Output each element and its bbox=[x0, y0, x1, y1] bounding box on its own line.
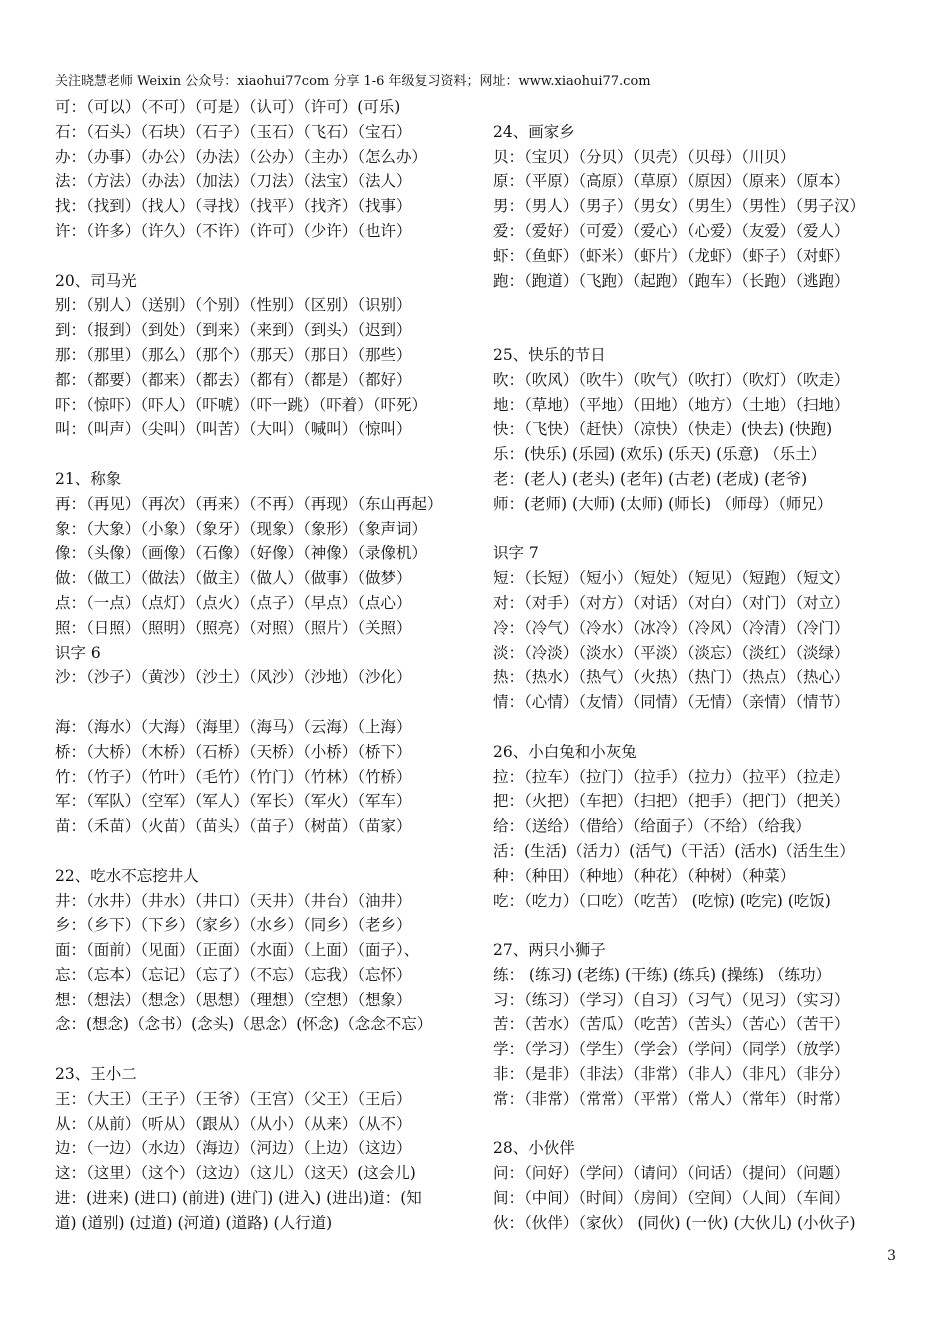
word-line: 沙：（沙子）（黄沙）（沙土）（风沙）（沙地）（沙化） bbox=[55, 668, 412, 687]
word-line: 海：（海水）（大海）（海里）（海马）（云海）（上海） bbox=[55, 717, 412, 736]
word-line: 对：（对手）（对方）（对话）（对白）（对门）（对立） bbox=[493, 593, 850, 612]
blank-line bbox=[493, 715, 898, 740]
page-number: 3 bbox=[887, 1248, 896, 1264]
word-line: 军：（军队）（空军）（军人）（军长）（军火）（军车） bbox=[55, 792, 412, 811]
word-line: 热：（热水）（热气）（火热）（热门）（热点）（热心） bbox=[493, 668, 850, 687]
word-line: 叫：（叫声）（尖叫）（叫苦）（大叫）（喊叫）（惊叫） bbox=[55, 420, 412, 439]
word-line: 王：（大王）（王子）（王爷）（王宫）（父王）（王后） bbox=[55, 1089, 412, 1108]
word-line: 老：(老人) (老头) (老年) (古老) (老成) (老爷) bbox=[493, 469, 808, 488]
word-line: 苦：（苦水）（苦瓜）（吃苦）（苦头）（苦心）（苦干） bbox=[493, 1015, 850, 1034]
word-line: 点：（一点）（点灯）（点火）（点子）（早点）（点心） bbox=[55, 593, 412, 612]
word-line: 非：（是非）（非法）（非常）（非人）（非凡）（非分） bbox=[493, 1065, 850, 1084]
word-line: 虾：（鱼虾）（虾米）（虾片）（龙虾）（虾子）（对虾） bbox=[493, 246, 850, 265]
word-line: 习：（练习）（学习）（自习）（习气）（见习）（实习） bbox=[493, 990, 850, 1009]
blank-line bbox=[493, 95, 898, 120]
word-line: 进：(进来) (进口) (前进) (进门) (进入) (进出)道：(知 bbox=[55, 1189, 422, 1208]
lesson-heading: 21、称象 bbox=[55, 469, 122, 488]
word-line: 这：（这里）（这个）（这边）（这儿）（这天）(这会儿) bbox=[55, 1164, 416, 1183]
word-line: 把：（火把）（车把）（扫把）（把手）（把门）（把关） bbox=[493, 792, 850, 811]
word-line: 间：（中间）（时间）（房间）（空间）（人间）（车间） bbox=[493, 1189, 850, 1208]
word-line: 可：（可以）（不可）（可是）（认可）（许可）(可乐) bbox=[55, 98, 401, 116]
lesson-heading: 28、小伙伴 bbox=[493, 1139, 575, 1158]
word-line: 贝：（宝贝）（分贝）（贝壳）（贝母）（川贝） bbox=[493, 147, 796, 166]
word-line: 快：（飞快）（赶快）（凉快）（快走）(快去) (快跑) bbox=[493, 420, 833, 439]
word-line: 爱：（爱好）（可爱）（爱心）（心爱）（友爱）（爱人） bbox=[493, 221, 850, 240]
word-line: 吹：（吹风）（吹牛）（吹气）（吹打）（吹灯）（吹走） bbox=[493, 370, 850, 389]
word-line: 想：（想法）（想念）（思想）（理想）（空想）（想象） bbox=[55, 990, 412, 1009]
word-line: 练： (练习) (老练) (干练) (练兵) (操练) （练功） bbox=[493, 965, 832, 984]
word-line: 情：（心情）（友情）（同情）（无情）（亲情）（情节） bbox=[493, 693, 850, 712]
word-line: 常：（非常）（常常）（平常）（常人）（常年）（时常） bbox=[493, 1089, 850, 1108]
word-line: 边：（一边）（水边）（海边）（河边）（上边）（这边） bbox=[55, 1139, 412, 1158]
lesson-heading: 22、吃水不忘挖井人 bbox=[55, 866, 199, 885]
blank-line bbox=[55, 690, 475, 715]
word-line: 种：（种田）（种地）（种花）（种树）（种菜） bbox=[493, 866, 796, 885]
blank-line bbox=[493, 293, 898, 318]
word-line: 井：（水井）（井水）（井口）（天井）（井台）（油井） bbox=[55, 891, 412, 910]
word-line: 淡：（冷淡）（淡水）（平淡）（淡忘）（淡红）（淡绿） bbox=[493, 643, 850, 662]
lesson-heading: 27、两只小狮子 bbox=[493, 941, 606, 960]
lesson-heading: 识字 6 bbox=[55, 643, 101, 662]
word-line: 苗：（禾苗）（火苗）（苗头）（苗子）（树苗）（苗家） bbox=[55, 817, 412, 836]
word-line: 吃：（吃力）（口吃）（吃苦） (吃惊) (吃完) (吃饭) bbox=[493, 891, 831, 910]
word-line: 学：（学习）（学生）（学会）（学问）（同学）（放学） bbox=[493, 1040, 850, 1059]
lesson-heading: 24、画家乡 bbox=[493, 122, 575, 141]
left-column bbox=[55, 95, 475, 1236]
word-line: 短：（长短）（短小）（短处）（短见）（短跑）（短文） bbox=[493, 569, 850, 588]
word-line: 那：（那里）（那么）（那个）（那天）（那日）（那些） bbox=[55, 345, 412, 364]
word-line: 别：（别人）（送别）（个别）（性别）（区别）（识别） bbox=[55, 296, 412, 315]
blank-line bbox=[55, 442, 475, 467]
word-line: 师：(老师) (大师) (太师) (师长) （师母）（师兄） bbox=[493, 494, 833, 513]
lesson-heading: 23、王小二 bbox=[55, 1065, 137, 1084]
word-line: 石：（石头）（石块）（石子）（玉石）（飞石）（宝石） bbox=[55, 122, 412, 141]
word-line: 给：（送给）（借给）（给面子）（不给）（给我） bbox=[493, 817, 811, 836]
word-line: 伙：（伙伴）（家伙） (同伙) (一伙) (大伙儿) (小伙子) bbox=[493, 1213, 856, 1232]
blank-line bbox=[55, 839, 475, 864]
word-line: 桥：（大桥）（木桥）（石桥）（天桥）（小桥）（桥下） bbox=[55, 742, 412, 761]
word-line: 面：（面前）（见面）（正面）（水面）（上面）（面子）、 bbox=[55, 941, 420, 960]
right-column bbox=[493, 95, 898, 1236]
word-line: 照：（日照）（照明）（照亮）（对照）（照片）（关照） bbox=[55, 618, 412, 637]
word-line: 跑：（跑道）（飞跑）（起跑）（跑车）（长跑）（逃跑） bbox=[493, 271, 850, 290]
word-line: 做：（做工）（做法）（做主）（做人）（做事）（做梦） bbox=[55, 569, 412, 588]
word-line: 拉：（拉车）（拉门）（拉手）（拉力）（拉平）（拉走） bbox=[493, 767, 850, 786]
lesson-heading: 25、快乐的节日 bbox=[493, 345, 606, 364]
word-line: 办：（办事）（办公）（办法）（公办）（主办）（怎么办） bbox=[55, 147, 428, 166]
word-line: 念：(想念)（念书）(念头)（思念）(怀念)（念念不忘） bbox=[55, 1015, 433, 1034]
lesson-heading: 识字 7 bbox=[493, 544, 539, 563]
word-line: 地：（草地）（平地）（田地）（地方）（土地）（扫地） bbox=[493, 395, 850, 414]
word-line: 吓：（惊吓）（吓人）（吓唬）（吓一跳）（吓着）（吓死） bbox=[55, 395, 428, 414]
page-header: 关注晓慧老师 Weixin 公众号：xiaohui77com 分享 1-6 年级复习资料；网址：www.xiaohui77.com bbox=[55, 74, 651, 89]
word-line: 男：（男人）（男子）（男女）（男生）（男性）（男子汉） bbox=[493, 197, 866, 216]
word-line: 乐：(快乐) (乐园) (欢乐) (乐天) (乐意) （乐土） bbox=[493, 445, 827, 464]
word-line: 原：（平原）（高原）（草原）（原因）（原来）（原本） bbox=[493, 172, 850, 191]
word-line: 忘：（忘本）（忘记）（忘了）（不忘）（忘我）（忘怀） bbox=[55, 965, 412, 984]
blank-line bbox=[55, 1037, 475, 1062]
word-line: 象：（大象）（小象）（象牙）（现象）（象形）（象声词） bbox=[55, 519, 428, 538]
word-line: 从：（从前）（听从）（跟从）（从小）（从来）（从不） bbox=[55, 1114, 412, 1133]
word-line: 乡：（乡下）（下乡）（家乡）（水乡）（同乡）（老乡） bbox=[55, 916, 412, 935]
word-line: 找：（找到）（找人）（寻找）（找平）（找齐）（找事） bbox=[55, 197, 412, 216]
blank-line bbox=[493, 318, 898, 343]
word-line: 活：(生活)（活力）(活气)（干活）(活水)（活生生） bbox=[493, 841, 855, 860]
blank-line bbox=[55, 244, 475, 269]
word-line: 像：（头像）（画像）（石像）（好像）（神像）（录像机） bbox=[55, 544, 428, 563]
word-line: 竹：（竹子）（竹叶）（毛竹）（竹门）（竹林）（竹桥） bbox=[55, 767, 412, 786]
lesson-heading: 26、小白兔和小灰兔 bbox=[493, 742, 637, 761]
word-line: 冷：（冷气）（冷水）（冰冷）（冷风）（冷清）（冷门） bbox=[493, 618, 850, 637]
blank-line bbox=[493, 913, 898, 938]
word-line: 到：（报到）（到处）（到来）（来到）（到头）（迟到） bbox=[55, 321, 412, 340]
word-line: 问：（问好）（学问）（请问）（问话）（提问）（问题） bbox=[493, 1164, 850, 1183]
word-line: 道) (道别) (过道) (河道) (道路) (人行道) bbox=[55, 1213, 333, 1232]
blank-line bbox=[493, 1112, 898, 1137]
word-line: 再：（再见）（再次）（再来）（不再）（再现）（东山再起） bbox=[55, 494, 443, 513]
word-line: 许：（许多）（许久）（不许）（许可）（少许）（也许） bbox=[55, 221, 412, 240]
word-line: 都：（都要）（都来）（都去）（都有）（都是）（都好） bbox=[55, 370, 412, 389]
lesson-heading: 20、司马光 bbox=[55, 271, 137, 290]
blank-line bbox=[493, 517, 898, 542]
word-line: 法：（方法）（办法）（加法）（刀法）（法宝）（法人） bbox=[55, 172, 412, 191]
